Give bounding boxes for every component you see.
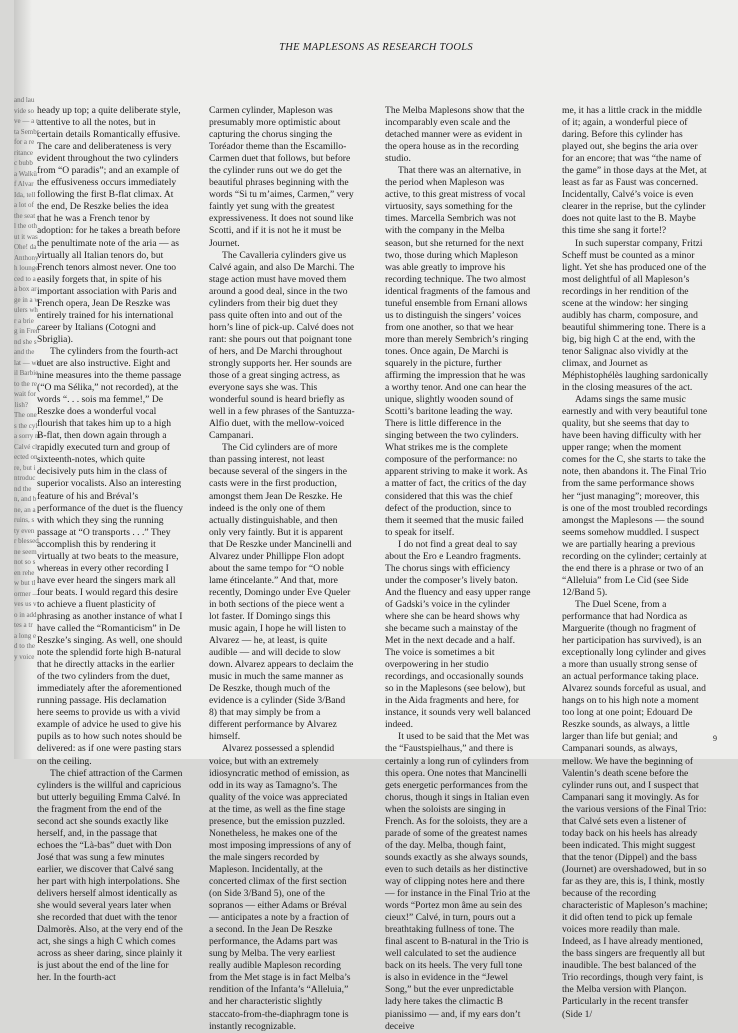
paragraph: I do not find a great deal to say about the Ero e Leandro fragments. The chorus sings with efficiency under the composer’s lively baton. And the fluency and easy upper range of Gadski’s voice in the cylinder where she can be heard shows why she became such a mainstay of the Met in the next decade and a half. The voice is sometimes a bit overpowering in her studio recordings, and occasionally sounds so in the Maplesons (see below), but in the Aida fragments and here, for instance, it sounds very well balanced indeed.	[385, 538, 531, 731]
facing-page-line: f Alvar	[14, 180, 34, 188]
text-column-1	[37, 105, 183, 984]
paragraph: The Cavalleria cylinders give us Calvé again, and also De Marchi. The stage action must have moved them around a good deal, since in the two cylinders from their big duet they pass quite often into and out of the horn’s line of pick-up. Calvé does not rant: she pours out that poignant tone of hers, and De Marchi throughout strongly supports her. Her sounds are those of a great singing actress, as everyone says she was. This wonderful sound is heard briefly as well in a few phrases of the Santuzza-Alfio duet, with the mellow-voiced Campanari.	[209, 249, 355, 442]
facing-page-line: The one	[14, 411, 37, 419]
facing-page-line: for a re	[14, 138, 35, 146]
page-number: 9	[713, 734, 717, 743]
facing-page-line: lat — wh	[14, 358, 41, 367]
facing-page-line: ne, an a	[14, 505, 36, 514]
facing-page-line: h lounge	[14, 264, 39, 272]
facing-page-line: w but tl	[14, 579, 36, 587]
paragraph: me, it has a little crack in the middle of it; again, a wonderful piece of daring. Before this cylinder has played out, she begins the aria over for an encore; that was “the name of the game” in those days at the Met, at least as far as Faust was concerned. Incidentally, Calvé’s voice is even clearer in the reprise, but the cylinder does not quite last to the B. Maybe this time she sang it forte!?	[562, 105, 707, 237]
paragraph: The Melba Maplesons show that the incomparably even scale and the detached manner were as evident in the opera house as in the recording studio.	[385, 105, 525, 165]
paragraph: The Duel Scene, from a performance that had Nordica as Marguerite (though no fragment of her participation has survived), is an exceptionally long cylinder and gives a more than usually strong sense of an actual performance taking place. Alvarez sounds forceful as usual, and hangs on to his high note a moment too long at one point; Edouard De Reszke sounds, as always, a little larger than life but genial; and Campanari sounds, as always, mellow. We have the beginning of Valentin’s death scene before the cylinder runs out, and I suspect that Campanari sang it movingly. As for the various versions of the Final Trio: that Calvé sets even a listener of today back on his heels has already been indicated. This might suggest that the tenor (Dippel) and the bass (Journet) are overshadowed, but in so far as they are, this is, I think, mostly because of the recording characteristic of Mapleson’s machine; it did often tend to pick up female voices more readily than male. Indeed, as I have already mentioned, the bass singers are frequently all but inaudible. The best balanced of the Trio recordings, though very faint, is the Melba version with Plançon. Particularly in the recent transfer (Side 1/	[562, 598, 708, 1020]
facing-page-line: ormer —	[14, 589, 40, 598]
facing-page-line: o in add	[14, 610, 37, 619]
facing-page-line: Calvé cl	[14, 442, 38, 451]
facing-page-edge	[14, 0, 41, 759]
facing-page-line: tes a tr	[14, 621, 33, 629]
facing-page-line: ge in a w	[14, 295, 40, 304]
paragraph: The chief attraction of the Carmen cylinders is the willful and capricious but utterly beguiling Emma Calvé. In the fragment from the end of the second act she sounds exactly like herself, and, in the passage that echoes the “Là-bas” duet with Don José that was sung a few minutes earlier, we discover that Calvé sang her part with high interpolations. She delivers herself almost identically as she would several years later when she recorded that duet with the tenor Dalmorès. Also, at the very end of the act, she sings a high C which comes across as sheer daring, since plainly it is just about the end of the line for her. In the fourth-act	[37, 767, 183, 984]
facing-page-line: il Barbie	[14, 369, 39, 377]
facing-page-line: Anthony	[14, 253, 39, 262]
facing-page-line: r blessed	[14, 537, 39, 545]
facing-page-line: ced to a	[14, 274, 36, 283]
facing-page-line: en rehe	[14, 568, 35, 577]
paragraph: In such superstar company, Fritzi Scheff must be counted as a minor light. Yet she has produced one of the most delightful of all Mapleson’s recordings in her rendition of the scene at the window: her singing audibly has charm, composure, and beautiful shimmering tone. There is a big, big high C at the end, with the tenor Salignac also vividly at the climax, and Journet as Méphistophélès laughing sardonically in the closing measures of the act.	[562, 237, 709, 394]
facing-page-line: ne seem	[14, 547, 37, 556]
facing-page-line: to the re	[14, 379, 37, 388]
text-column-3	[385, 105, 531, 1032]
facing-page-line: a long e	[14, 631, 37, 640]
facing-page-line: ta Sembr	[14, 127, 40, 136]
paragraph: Carmen cylinder, Mapleson was presumably more optimistic about capturing the chorus singing the Toréador theme than the Escamillo-Carmen duet that follows, but before the cylinder runs out we do get the beautiful phrases beginning with the words “Si tu m’aimes, Carmen,” very faintly yet sung with the greatest expressiveness. It does not sound like Scotti, and if it is not he it must be Journet.	[209, 105, 354, 249]
facing-page-line: nd the	[14, 484, 32, 493]
paragraph: The Cid cylinders are of more than passing interest, not least because several of the singers in the casts were in the first production, amongst them Jean De Reszke. He indeed is the only one of them actually distinguishable, and then only very faintly. But it is apparent that De Reszke under Mancinelli and Alvarez under Phillippe Flon adopt about the same tempo for “O noble lame étincelante.” And that, more recently, Domingo under Eve Queler in both sections of the piece went a lot faster. If Domingo sings this music again, I hope he will listen to Alvarez — he, at least, is quite audible — and will decide to slow down. Alvarez appears to declaim the music in much the same manner as De Reszke, though much of the evidence is a cylinder (Side 3/Band 8) that may simply be from a different performance by Alvarez himself.	[209, 442, 354, 743]
paragraph: The cylinders from the fourth-act duet are also instructive. Eight and nine measures into the theme passage (“O ma Sélika,” not recorded), at the words “. . . sois ma femme!,” De Reszke does a wonderful vocal flourish that takes him up to a high B-flat, then down again through a rapidly executed turn and group of sixteenth-notes, which quite decisively puts him in the class of superior vocalists. Also an interesting feature of his and Bréval’s performance of the duet is the fluency with which they sing the running passage at “O transports . . .” They accomplish this by rendering it virtually at two beats to the measure, whereas in every other recording I have ever heard the singers mark all four beats. I would regard this desire to achieve a fluent plasticity of phrasing as another instance of what I have called the “Romanticism” in De Reszke’s singing. As well, one should note the splendid forte high B-natural that he directly attacks in the earlier of the two cylinders from the duet, immediately after the aforementioned running passage. His declamation here seems to provide us with a vivid example of advice he used to give his pupils as to how such notes should be delivered: as if one were pasting stars on the ceiling.	[37, 345, 183, 767]
facing-page-line: a box ar	[14, 285, 37, 293]
facing-page-line: lish?	[14, 400, 28, 409]
paragraph: That there was an alternative, in the period when Mapleson was active, to this great mistress of vocal virtuosity, says something for the times. Marcella Sembrich was not with the company in the Melba season, but she returned for the next two, those during which Mapleson was able greatly to improve his recording technique. The two almost identical fragments of the famous and tuneful ensemble from Ernani allows us to distinguish the singers’ voices from one another, so that we hear more than merely Sembrich’s ringing tones. Once again, De Marchi is squarely in the picture, further affirming the impression that he was a worthy tenor. And one can hear the unique, slightly wooden sound of Scotti’s baritone leading the way. There is little difference in the singing between the two cylinders. What strikes me is the complete composure of the performance: no apparent striving to make it work. As a matter of fact, the critics of the day considered that this was the chief defect of the production, since to them it seemed that the music failed to speak for itself.	[385, 165, 531, 538]
facing-page-line: y voice	[14, 652, 35, 661]
facing-page-line: Ida, tell	[14, 190, 36, 199]
facing-page-line: not so s	[14, 558, 36, 566]
facing-page-line: Ohe! da	[14, 243, 37, 251]
facing-page-line: a sorry m	[14, 432, 41, 440]
paragraph: Alvarez possessed a splendid voice, but with an extremely idiosyncratic method of emission, as odd in its way as Tamagno’s. The quality of the voice was appreciated at the time, as well as the fine stage presence, but the emission puzzled. Nonetheless, he makes one of the most imposing impressions of any of the male singers recorded by Mapleson. Incidentally, at the concerted climax of the first section (on Side 3/Band 5), one of the sopranos — either Adams or Bréval — anticipates a note by a fraction of a second. In the Jean De Reszke performance, the Adams part was sung by Melba. The very earliest really audible Mapleson recording from the Met stage is in fact Melba’s rendition of the Infanta’s “Alleluia,” and her characteristic slightly staccato-from-the-diaphragm tone is instantly recognizable.	[209, 743, 352, 1032]
facing-page-line: c bubb	[14, 159, 33, 167]
facing-page-line: vide so	[14, 106, 35, 115]
facing-page-line: and the	[14, 348, 35, 356]
facing-page-line: ve — a r	[14, 117, 39, 125]
facing-page-line: g in Fren	[14, 327, 40, 335]
facing-page-line: ves us v	[14, 600, 37, 608]
facing-page-line: ritance	[14, 148, 34, 157]
facing-page-line: ected on	[14, 453, 38, 461]
facing-page-line: a Walkü	[14, 169, 37, 178]
facing-page-line: re, but i	[14, 463, 36, 472]
facing-page-line: the seat	[14, 211, 36, 220]
facing-page-line: nd she s	[14, 337, 37, 346]
facing-page-line: ty even	[14, 526, 35, 535]
facing-page-line: l the oth	[14, 222, 37, 230]
facing-page-line: and lau	[14, 96, 35, 104]
text-column-4	[562, 105, 709, 1020]
facing-page-line: d to the	[14, 642, 35, 650]
paragraph: heady up top; a quite deliberate style, attentive to all the notes, but in certain details Romantically effusive. The care and deliberateness is very evident throughout the two cylinders from “O paradis”; and an example of the effusiveness occurs immediately following the first B-flat climax. At the end, De Reszke belies the idea that he was a French tenor by adoption: for he takes a breath before the penultimate note of the aria — as virtually all Italian tenors do, but French tenors almost never. One too easily forgets that, in spite of his important association with Paris and French opera, Jean De Reszke was entirely trained for his international career by Italians (Cotogni and Sbriglia).	[37, 105, 181, 345]
paragraph: Adams sings the same music earnestly and with very beautiful tone quality, but she seems that day to have been having difficulty with her upper range; when the moment comes for the C, she starts to take the note, then abandons it. The Final Trio from the same performance shows her “just managing”; moreover, this is one of the most troubled recordings amongst the Maplesons — the sound seems somehow muddled. I suspect we are partially hearing a previous recording on the cylinder; certainly at the end there is a phrase or two of an “Alleluia” from Le Cid (see Side 12/Band 5).	[562, 394, 708, 598]
paragraph: It used to be said that the Met was the “Faustspielhaus,” and there is certainly a long run of cylinders from this opera. One notes that Mancinelli gets energetic performances from the chorus, though it sings in Italian even when the soloists are singing in French. As for the soloists, they are a parade of some of the greatest names of the day. Melba, though faint, sounds exactly as she always sounds, even to such details as her distinctive way of clipping notes here and there — for instance in the Final Trio at the words “Portez mon âme au sein des cieux!” Calvé, in turn, pours out a breathtaking fullness of tone. The final ascent to B-natural in the Trio is well calculated to set the audience back on its heels. The very full tone is also in evidence in the “Jewel Song,” but the ever unpredictable lady here takes the climactic B pianissimo — and, if my ears don’t deceive	[385, 731, 530, 1032]
facing-page-text	[14, 95, 41, 662]
facing-page-line: s the cyl	[14, 421, 38, 430]
facing-page-line: ut it was	[14, 232, 38, 241]
facing-page-line: ntroduc	[14, 474, 36, 482]
facing-page-line: ruins, s	[14, 516, 35, 524]
facing-page-line: r a brie	[14, 316, 34, 325]
facing-page-line: n, and b	[14, 495, 37, 503]
facing-page-line: ulers wh	[14, 306, 38, 314]
facing-page-line: a lot of	[14, 201, 34, 209]
text-column-2	[209, 105, 355, 1032]
running-head: THE MAPLESONS AS RESEARCH TOOLS	[279, 42, 473, 53]
facing-page-line: wait for	[14, 390, 36, 398]
